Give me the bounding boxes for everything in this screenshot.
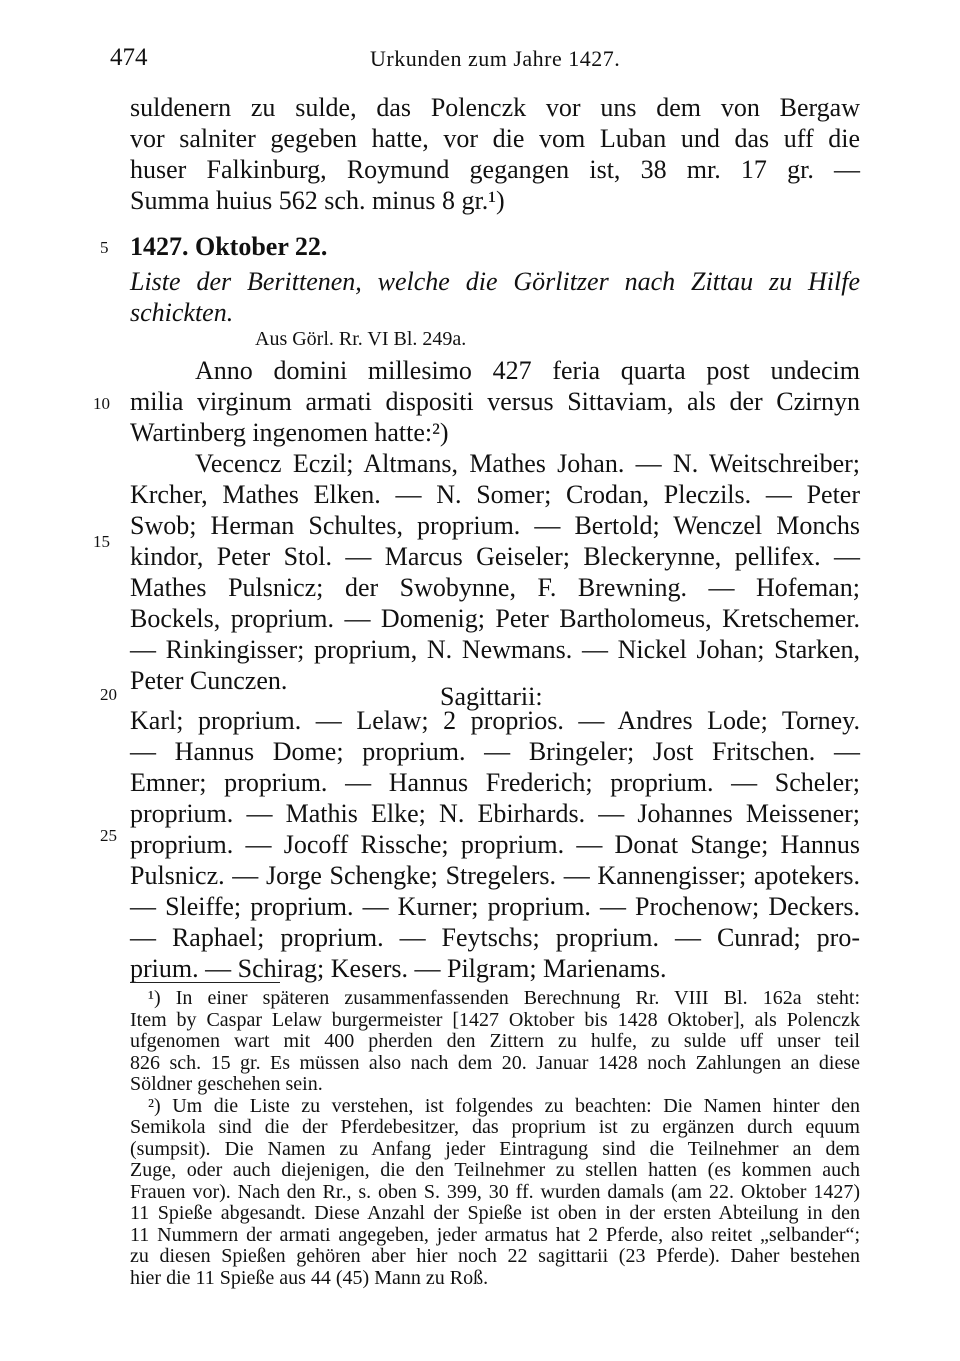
- running-head: Urkunden zum Jahre 1427.: [370, 46, 621, 71]
- text-line: — Rinkingisser; proprium, N. Newmans. — Nickel Johan; Starken,: [130, 635, 860, 664]
- text-line: Wartinberg ingenomen hatte:²): [130, 418, 449, 447]
- footnote-line: Zuge, oder auch diejenigen, die den Teilnehmer zu stellen hatten (es kommen auch: [130, 1159, 860, 1181]
- footnote-line: 11 Nummern der armati angegeben, jeder armatus hat 2 Pferde, also reitet „selbander“;: [130, 1223, 860, 1246]
- text-line: Swob; Herman Schultes, proprium. — Bertold; Wenczel Monchs: [130, 511, 860, 540]
- text-line: kindor, Peter Stol. — Marcus Geiseler; Bleckerynne, pellifex. —: [130, 542, 860, 571]
- line-number-15: 15: [93, 532, 110, 551]
- line-number-5: 5: [100, 238, 109, 257]
- footnote-line: 826 sch. 15 gr. Es müssen also nach dem 20. Januar 1428 noch Zahlungen an diese: [130, 1051, 860, 1074]
- text-line: proprium. — Jocoff Rissche; proprium. — Donat Stange; Hannus: [130, 830, 860, 859]
- footnote-line: Item by Caspar Lelaw burgermeister [1427 Oktober bis 1428 Oktober], als Polenczk: [130, 1008, 860, 1031]
- footnote-line: (sumpsit). Die Namen zu Anfang jeder Eintragung sind die Teilnehmer an dem: [130, 1137, 860, 1160]
- main-text: [130, 355, 860, 696]
- footnote-line: ufgenomen wart mit 400 pherden den Zittern zu hulfe, zu sulde uff unser teil: [130, 1030, 860, 1052]
- text-line: proprium. — Mathis Elke; N. Ebirhards. — Johannes Meissener;: [130, 799, 860, 828]
- footnotes: [130, 988, 860, 1289]
- footnote-line: Söldner geschehen sein.: [130, 1073, 323, 1095]
- footnote-line: Semikola sind die der Pferdebesitzer, das proprium ist zu ergänzen durch equum: [130, 1116, 860, 1138]
- text-line: Summa huius 562 sch. minus 8 gr.¹): [130, 186, 505, 215]
- text-line: Karl; proprium. — Lelaw; 2 proprios. — Andres Lode; Torney.: [130, 706, 860, 735]
- text-line: — Sleiffe; proprium. — Kurner; proprium. — Prochenow; Deckers.: [130, 892, 860, 921]
- text-line: — Raphael; proprium. — Feytschs; proprium. — Cunrad; pro-: [130, 923, 860, 952]
- text-line: Vecencz Eczil; Altmans, Mathes Johan. — N. Weitschreiber;: [195, 449, 860, 478]
- sagittarii-heading: Sagittarii:: [440, 682, 543, 711]
- footnote-rule: [130, 982, 280, 983]
- text-line: Pulsnicz. — Jorge Schengke; Stregelers. — Kannengisser; apotekers.: [130, 861, 860, 890]
- title-line: Liste der Berittenen, welche die Görlitzer nach Zittau zu Hilfe: [130, 267, 860, 296]
- entry-date: 1427. Oktober 22.: [130, 232, 328, 261]
- footnote-line: ¹) In einer späteren zusammenfassenden Berechnung Rr. VIII Bl. 162a steht:: [148, 987, 860, 1009]
- text-line: prium. — Schirag; Kesers. — Pilgram; Marienams.: [130, 954, 667, 983]
- text-line: suldenern zu sulde, das Polenczk vor uns dem von Bergaw: [130, 93, 860, 122]
- text-line: — Hannus Dome; proprium. — Bringeler; Jost Fritschen. —: [130, 737, 860, 766]
- text-line: huser Falkinburg, Roymund gegangen ist, 38 mr. 17 gr. —: [130, 155, 860, 184]
- line-number-25: 25: [100, 826, 117, 845]
- sagittarii-list: [130, 705, 860, 984]
- page-number: 474: [110, 44, 148, 71]
- footnote-line: zu diesen Spießen gehören aber hier noch 22 sagittarii (23 Pferde). Daher bestehen: [130, 1245, 860, 1267]
- document-title: [130, 266, 860, 328]
- text-line: Bockels, proprium. — Domenig; Peter Bartholomeus, Kretschemer.: [130, 604, 860, 633]
- title-line: schickten.: [130, 298, 234, 327]
- text-line: Anno domini millesimo 427 feria quarta post undecim: [195, 356, 860, 385]
- footnote-line: hier die 11 Spieße aus 44 (45) Mann zu Roß.: [130, 1266, 489, 1289]
- footnote-line: Frauen vor). Nach den Rr., s. oben S. 399, 30 ff. wurden damals (am 22. Oktober 1427): [130, 1180, 860, 1203]
- text-line: Peter Cunczen.: [130, 666, 288, 695]
- text-line: Emner; proprium. — Hannus Frederich; proprium. — Scheler;: [130, 768, 860, 797]
- line-number-10: 10: [93, 394, 110, 413]
- footnote-line: ²) Um die Liste zu verstehen, ist folgendes zu beachten: Die Namen hinter den: [148, 1094, 860, 1117]
- footnote-line: 11 Spieße abgesandt. Diese Anzahl der Spieße ist oben in der ersten Abteilung in den: [130, 1202, 860, 1224]
- text-line: milia virginum armati dispositi versus Sittaviam, als der Czirnyn: [130, 387, 860, 416]
- source-reference: Aus Görl. Rr. VI Bl. 249a.: [255, 328, 467, 350]
- text-line: Mathes Pulsnicz; der Swobynne, F. Brewning. — Hofeman;: [130, 573, 860, 602]
- line-number-20: 20: [100, 685, 117, 704]
- text-line: vor salniter gegeben hatte, vor die vom Luban und das uff die: [130, 124, 860, 153]
- intro-paragraph: [130, 92, 860, 216]
- page-header: [110, 44, 860, 78]
- text-line: Krcher, Mathes Elken. — N. Somer; Crodan, Pleczils. — Peter: [130, 480, 860, 509]
